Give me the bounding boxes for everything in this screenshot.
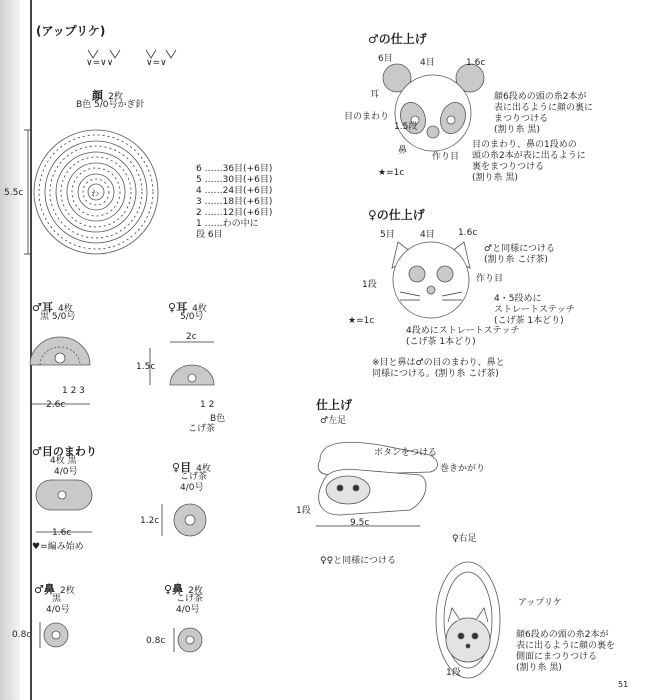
finish-f-title: ♀の仕上げ [368,208,425,222]
finish-f-note1: ♂と同様につける (割り糸 こげ茶) [484,244,555,265]
face-chart [34,130,158,254]
finish-m-note1: 顔6段めの頭の糸2本が 表に出るように顔の裏に まつりつける (割り糸 黒) [494,92,594,135]
eye-f-heading: ♀目 4枚 [172,461,211,474]
nose-m-size: 0.8c [12,630,32,640]
finish-m-note2: 目のまわり、鼻の1段めの 頭の糸2本が表に出るように 裏をまつりつける (割り糸 黒) [472,140,586,183]
nose-f-heading: ♀鼻 2枚 [164,583,203,596]
finish-m-r4: 4目 [420,58,435,68]
finish-f-face [392,242,470,318]
finish-f-note3: 4段めにストレートステッチ (こげ茶 1本どり) [406,326,520,347]
ear-f-heading: ♀耳 4枚 [168,301,207,314]
nose-m-heading: ♂鼻 2枚 [34,583,75,596]
eye-ring-width: 1.6c [52,528,72,538]
face-count: 2枚 [108,92,123,102]
eye-ring-heading: ♂目のまわり [32,445,97,458]
finish-f-eye: 作り目 [476,274,504,284]
nose-f-yarn2: 4/0号 [176,605,200,615]
ear-f-chart [150,342,214,385]
left-foot-title: ♂左足 [320,416,347,426]
finish-m-s16: 1.6c [466,58,486,68]
left-foot-r1: 1段 [296,506,311,516]
ear-m-yarn: 黒 5/0号 [40,312,76,322]
section-title: (アップリケ) [36,24,106,38]
left-foot-note: ♀♀と同様につける [320,556,397,566]
finish-m-nose: 鼻 [398,146,408,156]
face-yarn: B色 5/0号かぎ針 [76,100,145,110]
finish-f-r1: 1段 [362,280,377,290]
eye-f-chart [162,504,206,536]
ear-f-rows: 1 2 [200,400,215,410]
finish-m-ear: 耳 [370,90,380,100]
eye-ring-chart [36,480,92,532]
right-foot-note: 顔6段めの頭の糸2本が 表に出るように顔の裏を 側面にまつりつける (割り糸 黒) [516,630,616,673]
right-foot-title: ♀右足 [452,534,477,544]
nose-m-yarn2: 4/0号 [46,605,70,615]
finish-m-title: ♂の仕上げ [368,32,427,46]
nose-m-yarn: 黒 [52,594,62,604]
eye-f-yarn2: 4/0号 [180,483,204,493]
finish-f-note4: ※目と鼻は♂の目のまわり、鼻と 同様につける。(割り糸 こげ茶) [372,358,505,379]
ear-m-rows: 1 2 3 [62,386,85,396]
finish-m-eye: 作り目 [432,152,460,162]
right-foot-slipper [436,562,500,678]
nose-f-chart [174,628,202,652]
page-number: 51 [618,680,629,689]
ear-f-height: 1.5c [136,362,156,372]
right-foot-r1: 1段 [446,668,461,678]
ear-m-width: 2.6c [46,400,66,410]
legend-eq1: ∨=∨∨ [86,58,114,68]
face-title: 顔 [92,89,103,102]
svg-text:わ: わ [91,189,99,198]
face-row: 段 6目 [196,230,223,240]
finish-f-star: ★=1c [348,316,375,326]
right-foot-applique: アップリケ [518,598,562,608]
finish-f-s16: 1.6c [458,228,478,238]
finish-m-s15: 1.5段 [394,122,418,132]
finish-f-note2: 4・5段めに ストレートステッチ (こげ茶 1本どり) [494,294,575,326]
eye-ring-count: 4枚 黒 [50,456,77,466]
face-row: 5 ……30目(+6目) [196,175,273,185]
face-row: 6 ……36目(+6目) [196,164,273,174]
face-row: 3 ……18目(+6目) [196,197,273,207]
eye-ring-note: ♥=編み始め [32,542,84,552]
eye-ring-yarn: 4/0号 [54,467,78,477]
nose-f-size: 0.8c [146,636,166,646]
face-row: 2 ……12目(+6目) [196,208,273,218]
face-rows [196,164,272,241]
ear-m-heading: ♂耳 4枚 [32,301,73,314]
finish-m-eye-ring: 目のまわり [344,112,390,122]
ear-f-width: 2c [186,332,197,342]
left-foot-button: ボタンをつける [374,448,438,458]
ear-f-yarn: 5/0号 [180,312,204,322]
finish-f-r5: 5目 [380,230,395,240]
nose-f-yarn: こげ茶 [176,594,204,604]
finish-m-face [383,64,484,151]
finish-m-star: ★=1c [378,168,405,178]
face-row: 4 ……24目(+6目) [196,186,273,196]
nose-m-chart [40,622,68,648]
ear-f-color2: こげ茶 [188,424,216,434]
finish-m-r6: 6目 [378,54,393,64]
legend-eq2: ∨=∨ [146,58,167,68]
left-foot-whip: 巻きかがり [440,464,486,474]
face-size: 5.5c [4,188,24,198]
ear-f-color: B色 [210,414,226,424]
eye-f-yarn: こげ茶 [180,472,208,482]
left-foot-width: 9.5c [350,518,370,528]
shiage-title: 仕上げ [316,398,353,412]
finish-f-r4: 4目 [420,230,435,240]
eye-f-size: 1.2c [140,516,160,526]
face-row: 1 ……わの中に [196,219,259,229]
